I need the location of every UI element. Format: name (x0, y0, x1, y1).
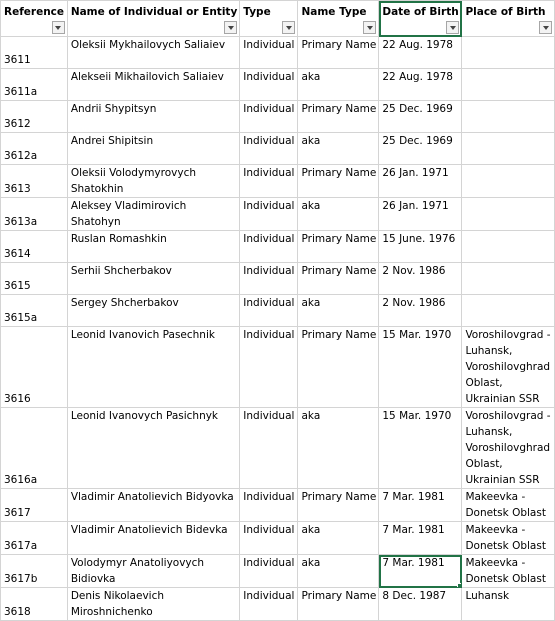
filter-dropdown-icon[interactable] (224, 21, 237, 34)
cell-name[interactable]: Vladimir Anatolievich Bidyovka (67, 489, 239, 522)
cell-type[interactable]: Individual (240, 101, 298, 133)
cell-reference[interactable]: 3612a (1, 133, 68, 165)
filter-dropdown-icon[interactable] (363, 21, 376, 34)
cell-place-of-birth[interactable] (462, 101, 555, 133)
cell-reference[interactable]: 3616a (1, 408, 68, 489)
header-name[interactable] (67, 1, 239, 37)
header-name-type[interactable] (298, 1, 379, 37)
cell-reference[interactable]: 3611a (1, 69, 68, 101)
cell-type[interactable]: Individual (240, 133, 298, 165)
cell-reference[interactable]: 3613a (1, 198, 68, 231)
table-row (1, 295, 555, 327)
cell-reference[interactable]: 3617a (1, 522, 68, 555)
cell-reference[interactable]: 3615a (1, 295, 68, 327)
cell-name-type[interactable]: aka (298, 522, 379, 555)
cell-type[interactable]: Individual (240, 295, 298, 327)
cell-name[interactable]: Volodymyr Anatoliyovych Bidiovka (67, 555, 239, 588)
table-row (1, 555, 555, 588)
cell-place-of-birth[interactable] (462, 295, 555, 327)
cell-place-of-birth[interactable] (462, 69, 555, 101)
table-row (1, 522, 555, 555)
cell-reference[interactable]: 3617 (1, 489, 68, 522)
cell-name[interactable]: Oleksii Mykhailovych Saliaiev (67, 37, 239, 69)
cell-date-of-birth[interactable]: 26 Jan. 1971 (379, 198, 462, 231)
cell-name[interactable]: Aleksey Vladimirovich Shatohyn (67, 198, 239, 231)
cell-value: 7 Mar. 1981 (382, 557, 445, 569)
header-label: Date of Birth (382, 6, 459, 18)
table-row (1, 408, 555, 489)
cell-place-of-birth[interactable]: Luhansk (462, 588, 555, 621)
cell-date-of-birth[interactable]: 7 Mar. 1981 (379, 489, 462, 522)
cell-name-type[interactable]: Primary Name (298, 588, 379, 621)
header-label: Name Type (301, 6, 367, 18)
cell-place-of-birth[interactable]: Voroshilovgrad - Luhansk, Voroshilovghrad Oblast, Ukrainian SSR (462, 408, 555, 489)
cell-date-of-birth[interactable]: 22 Aug. 1978 (379, 37, 462, 69)
table-row (1, 198, 555, 231)
cell-name[interactable]: Leonid Ivanovich Pasechnik (67, 327, 239, 408)
cell-reference[interactable]: 3612 (1, 101, 68, 133)
filter-dropdown-icon[interactable] (446, 21, 459, 34)
cell-name-type[interactable]: Primary Name (298, 263, 379, 295)
cell-reference[interactable]: 3616 (1, 327, 68, 408)
cell-type[interactable]: Individual (240, 588, 298, 621)
cell-place-of-birth[interactable] (462, 231, 555, 263)
cell-date-of-birth[interactable]: 2 Nov. 1986 (379, 295, 462, 327)
table-row (1, 69, 555, 101)
cell-type[interactable]: Individual (240, 408, 298, 489)
cell-type[interactable]: Individual (240, 198, 298, 231)
table-row (1, 231, 555, 263)
cell-place-of-birth[interactable]: Makeevka - Donetsk Oblast (462, 489, 555, 522)
cell-name-type[interactable]: Primary Name (298, 165, 379, 198)
cell-place-of-birth[interactable] (462, 165, 555, 198)
cell-type[interactable]: Individual (240, 37, 298, 69)
header-date-of-birth[interactable] (379, 1, 462, 37)
cell-place-of-birth[interactable]: Voroshilovgrad - Luhansk, Voroshilovghrad Oblast, Ukrainian SSR (462, 327, 555, 408)
cell-date-of-birth[interactable]: 2 Nov. 1986 (379, 263, 462, 295)
cell-name[interactable]: Ruslan Romashkin (67, 231, 239, 263)
cell-name-type[interactable]: Primary Name (298, 489, 379, 522)
cell-date-of-birth[interactable]: 15 June. 1976 (379, 231, 462, 263)
cell-date-of-birth[interactable]: 22 Aug. 1978 (379, 69, 462, 101)
cell-name[interactable]: Andrei Shipitsin (67, 133, 239, 165)
filter-dropdown-icon[interactable] (539, 21, 552, 34)
cell-date-of-birth[interactable]: 26 Jan. 1971 (379, 165, 462, 198)
cell-date-of-birth[interactable]: 15 Mar. 1970 (379, 408, 462, 489)
cell-place-of-birth[interactable]: Makeevka - Donetsk Oblast (462, 555, 555, 588)
table-row (1, 37, 555, 69)
cell-place-of-birth[interactable] (462, 263, 555, 295)
table-row (1, 588, 555, 621)
cell-date-of-birth[interactable]: 8 Dec. 1987 (379, 588, 462, 621)
header-label: Place of Birth (465, 6, 546, 18)
cell-type[interactable]: Individual (240, 231, 298, 263)
cell-place-of-birth[interactable] (462, 198, 555, 231)
cell-name-type[interactable]: aka (298, 408, 379, 489)
cell-name[interactable]: Andrii Shypitsyn (67, 101, 239, 133)
cell-name[interactable]: Denis Nikolaevich Miroshnichenko (67, 588, 239, 621)
cell-name-type[interactable]: aka (298, 555, 379, 588)
table-row (1, 165, 555, 198)
header-row (1, 1, 555, 37)
cell-date-of-birth[interactable]: 25 Dec. 1969 (379, 133, 462, 165)
cell-reference[interactable]: 3617b (1, 555, 68, 588)
cell-place-of-birth[interactable] (462, 133, 555, 165)
cell-place-of-birth[interactable] (462, 37, 555, 69)
cell-date-of-birth[interactable]: 7 Mar. 1981 (379, 522, 462, 555)
cell-name-type[interactable]: Primary Name (298, 101, 379, 133)
header-label: Type (243, 6, 271, 18)
table-row (1, 133, 555, 165)
table-row (1, 263, 555, 295)
cell-name-type[interactable]: Primary Name (298, 37, 379, 69)
cell-type[interactable]: Individual (240, 522, 298, 555)
cell-type[interactable]: Individual (240, 165, 298, 198)
cell-type[interactable]: Individual (240, 263, 298, 295)
cell-type[interactable]: Individual (240, 327, 298, 408)
header-type[interactable] (240, 1, 298, 37)
cell-name-type[interactable]: aka (298, 198, 379, 231)
cell-place-of-birth[interactable]: Makeevka - Donetsk Oblast (462, 522, 555, 555)
header-reference[interactable] (1, 1, 68, 37)
cell-name-type[interactable]: aka (298, 133, 379, 165)
table-row (1, 489, 555, 522)
cell-name-type[interactable]: aka (298, 69, 379, 101)
cell-name[interactable]: Oleksii Volodymyrovych Shatokhin (67, 165, 239, 198)
cell-name-type[interactable]: Primary Name (298, 231, 379, 263)
filter-dropdown-icon[interactable] (52, 21, 65, 34)
cell-date-of-birth-selected[interactable] (379, 555, 462, 588)
filter-dropdown-icon[interactable] (282, 21, 295, 34)
cell-date-of-birth[interactable]: 25 Dec. 1969 (379, 101, 462, 133)
cell-name[interactable]: Alekseii Mikhailovich Saliaiev (67, 69, 239, 101)
cell-type[interactable]: Individual (240, 555, 298, 588)
cell-reference[interactable]: 3618 (1, 588, 68, 621)
cell-type[interactable]: Individual (240, 69, 298, 101)
header-label: Name of Individual or Entity (70, 6, 238, 18)
cell-name[interactable]: Leonid Ivanovych Pasichnyk (67, 408, 239, 489)
header-place-of-birth[interactable] (462, 1, 555, 37)
cell-reference[interactable]: 3611 (1, 37, 68, 69)
cell-date-of-birth[interactable]: 15 Mar. 1970 (379, 327, 462, 408)
cell-name[interactable]: Sergey Shcherbakov (67, 295, 239, 327)
table-row (1, 327, 555, 408)
cell-name[interactable]: Vladimir Anatolievich Bidevka (67, 522, 239, 555)
cell-reference[interactable]: 3614 (1, 231, 68, 263)
cell-name-type[interactable]: Primary Name (298, 327, 379, 408)
cell-name-type[interactable]: aka (298, 295, 379, 327)
fill-handle[interactable] (457, 583, 462, 588)
cell-name[interactable]: Serhii Shcherbakov (67, 263, 239, 295)
table-row (1, 101, 555, 133)
cell-type[interactable]: Individual (240, 489, 298, 522)
header-label: Reference (4, 6, 65, 18)
cell-reference[interactable]: 3615 (1, 263, 68, 295)
cell-reference[interactable]: 3613 (1, 165, 68, 198)
